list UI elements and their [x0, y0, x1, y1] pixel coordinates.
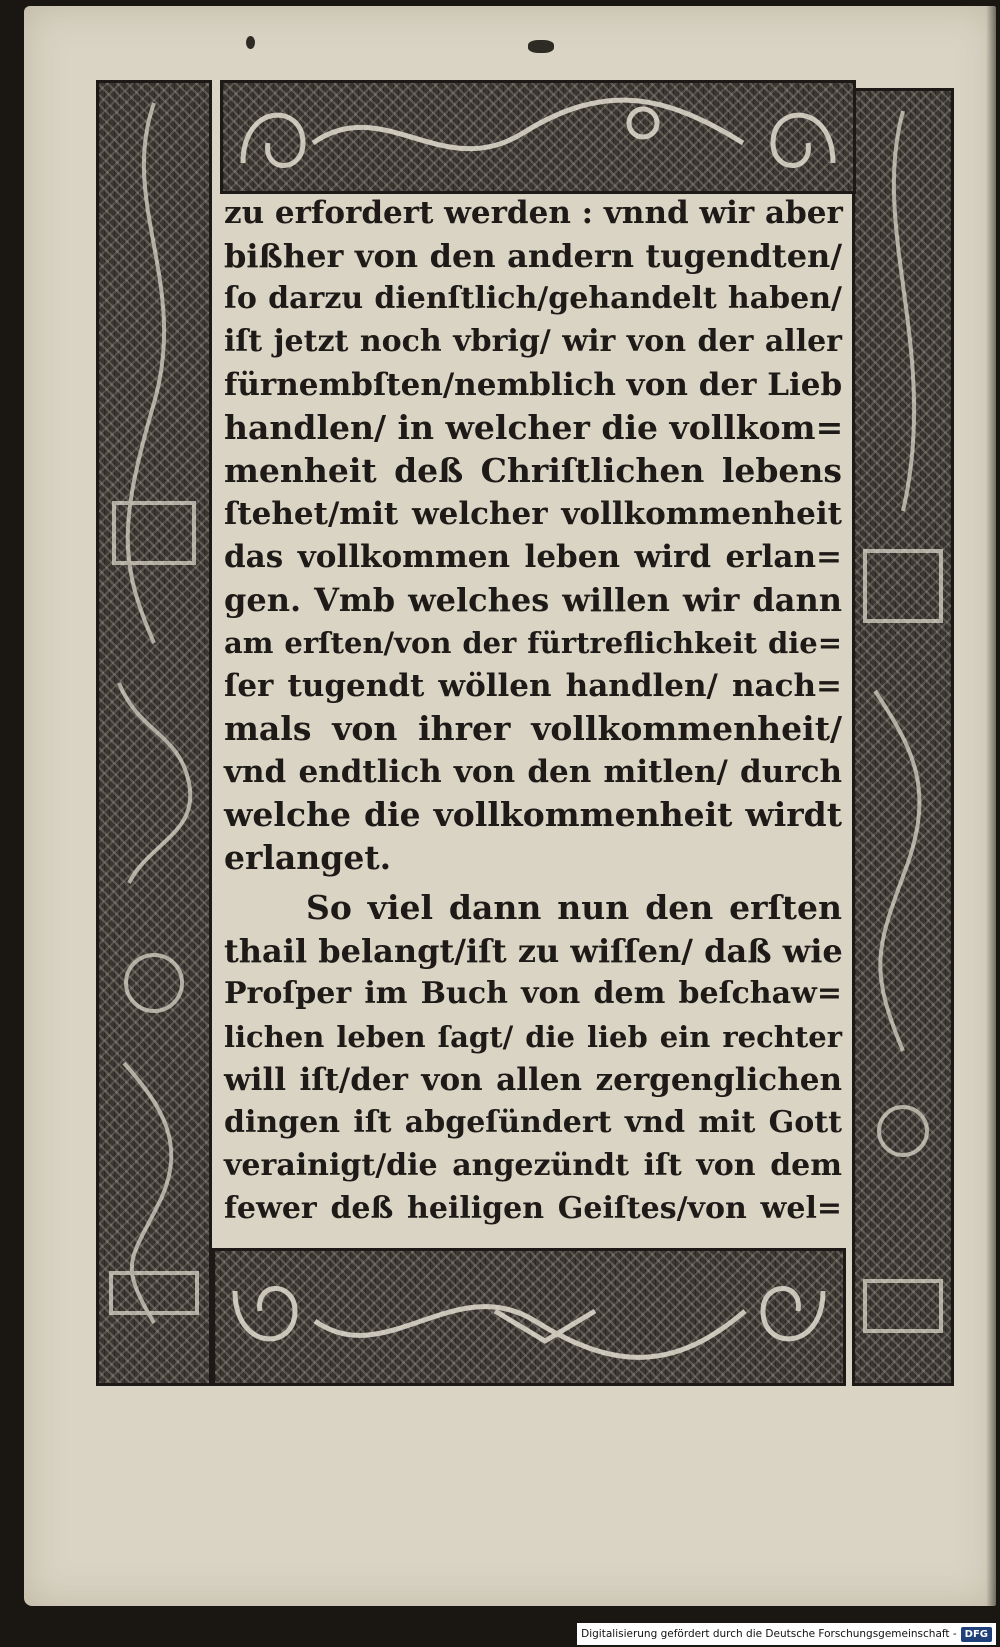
text-line: fürnembſten/nemblich von der Lieb	[224, 367, 843, 403]
ink-bleed-mark	[246, 36, 255, 49]
text-line: ſtehet/mit welcher vollkommenheit	[224, 496, 842, 532]
text-line: das vollkommen leben wird erlan=	[224, 539, 842, 575]
text-line: ſo darzu dienſtlich/gehandelt haben/	[224, 281, 842, 316]
text-line: thail belangt/iſt zu wiſſen/ daß wie	[224, 932, 843, 970]
text-line: So viel dann nun den erſten	[306, 888, 842, 927]
woodcut-border-top	[220, 80, 856, 194]
text-line: zu erfordert werden : vnnd wir aber	[224, 195, 843, 231]
text-line: gen. Vmb welches willen wir dann	[224, 581, 842, 619]
text-line: am erſten/von der fürtreflichkeit die=	[224, 626, 842, 660]
text-line: verainigt/die angezündt iſt von dem	[224, 1148, 842, 1183]
text-line: mals von ihrer vollkommenheit/	[224, 709, 842, 748]
text-line: welche die vollkommenheit wirdt	[224, 795, 842, 834]
text-line: menheit deß Chriſtlichen lebens	[224, 451, 842, 490]
digitization-credit	[577, 1623, 996, 1645]
text-line: fewer deß heiligen Geiſtes/von wel=	[224, 1191, 842, 1226]
credit-text: Digitalisierung gefördert durch die Deutsche Forschungsgemeinschaft -	[581, 1628, 957, 1640]
text-line: ſer tugendt wöllen handlen/ nach=	[224, 668, 842, 704]
dfg-logo[interactable]: DFG	[961, 1627, 992, 1642]
spine-shadow	[986, 6, 996, 1606]
text-line: dingen iſt abgeſündert vnd mit Gott	[224, 1105, 842, 1140]
woodcut-border-bottom	[212, 1248, 846, 1386]
ink-bleed-mark	[528, 40, 554, 53]
text-line: erlanget.	[224, 838, 392, 877]
woodcut-border-right	[852, 88, 954, 1386]
text-line: handlen/ in welcher die vollkom=	[224, 408, 844, 447]
woodcut-border-left	[96, 80, 212, 1386]
text-line: bißher von den andern tugendten/	[224, 237, 842, 275]
text-line: lichen leben ſagt/ die lieb ein rechter	[224, 1020, 842, 1054]
text-line: vnd endtlich von den mitlen/ durch	[224, 754, 842, 790]
text-line: will iſt/der von allen zergenglichen	[224, 1062, 842, 1098]
text-line: Proſper im Buch von dem beſchaw=	[224, 976, 842, 1011]
text-line: iſt jetzt noch vbrig/ wir von der aller	[224, 324, 842, 359]
page-text	[224, 192, 850, 1242]
